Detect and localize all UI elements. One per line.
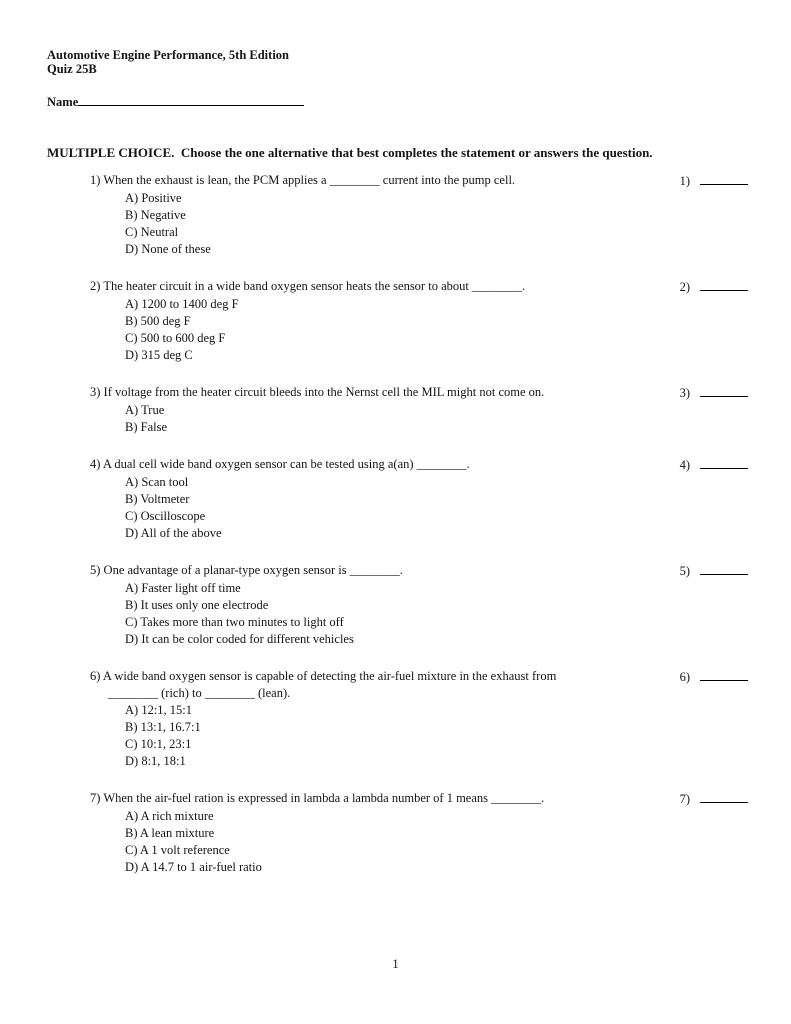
answer-number: 2) <box>679 280 690 294</box>
option-b: B) A lean mixture <box>125 826 215 840</box>
answer-area-6 <box>680 668 748 686</box>
option-a: A) 12:1, 15:1 <box>125 703 193 717</box>
option-b: B) Voltmeter <box>125 492 190 506</box>
answer-number: 1) <box>679 174 690 188</box>
answer-number: 3) <box>679 386 690 400</box>
question-4 <box>90 456 748 542</box>
answer-blank-6[interactable] <box>700 668 748 681</box>
answer-number: 4) <box>679 458 690 472</box>
option-c: C) 500 to 600 deg F <box>125 331 226 345</box>
question-number: 2) <box>90 279 101 293</box>
question-stem-line2: ________ (rich) to ________ (lean). <box>108 686 291 700</box>
answer-area-7 <box>680 790 748 808</box>
answer-number: 7) <box>679 792 690 806</box>
option-c: C) Takes more than two minutes to light off <box>125 615 344 629</box>
option-b: B) Negative <box>125 208 186 222</box>
option-d: D) All of the above <box>125 526 222 540</box>
answer-area-2 <box>680 278 748 296</box>
options <box>125 296 748 364</box>
answer-number: 5) <box>679 564 690 578</box>
answer-blank-2[interactable] <box>700 278 748 291</box>
option-d: D) It can be color coded for different vehicles <box>125 632 354 646</box>
option-c: C) Neutral <box>125 225 179 239</box>
option-a: A) True <box>125 403 165 417</box>
question-text <box>90 562 638 579</box>
option-b: B) 13:1, 16.7:1 <box>125 720 201 734</box>
question-stem: When the air-fuel ration is expressed in lambda a lambda number of 1 means ________. <box>103 791 545 805</box>
answer-area-5 <box>680 562 748 580</box>
question-6 <box>90 668 748 770</box>
question-stem: One advantage of a planar-type oxygen sensor is ________. <box>103 563 403 577</box>
document-title: Automotive Engine Performance, 5th Edition <box>47 48 289 62</box>
question-stem: If voltage from the heater circuit bleeds into the Nernst cell the MIL might not come on. <box>103 385 545 399</box>
question-7 <box>90 790 748 876</box>
option-d: D) A 14.7 to 1 air-fuel ratio <box>125 860 262 874</box>
option-b: B) 500 deg F <box>125 314 191 328</box>
question-stem: When the exhaust is lean, the PCM applies a ________ current into the pump cell. <box>103 173 516 187</box>
question-list <box>90 172 748 876</box>
page-number: 1 <box>392 957 399 971</box>
option-a: A) Positive <box>125 191 182 205</box>
question-2 <box>90 278 748 364</box>
name-row <box>47 93 748 110</box>
options <box>125 402 748 436</box>
question-1 <box>90 172 748 258</box>
name-label: Name <box>47 95 79 109</box>
question-number: 1) <box>90 173 101 187</box>
option-d: D) 315 deg C <box>125 348 193 362</box>
option-c: C) Oscilloscope <box>125 509 206 523</box>
question-stem: The heater circuit in a wide band oxygen sensor heats the sensor to about ________. <box>103 279 526 293</box>
question-number: 3) <box>90 385 101 399</box>
question-stem: A dual cell wide band oxygen sensor can be tested using a(an) ________. <box>102 457 470 471</box>
answer-area-3 <box>680 384 748 402</box>
answer-blank-1[interactable] <box>700 172 748 185</box>
option-b: B) False <box>125 420 168 434</box>
document-subtitle: Quiz 25B <box>47 62 97 76</box>
option-c: C) 10:1, 23:1 <box>125 737 192 751</box>
answer-blank-4[interactable] <box>700 456 748 469</box>
question-number: 7) <box>90 791 101 805</box>
answer-blank-7[interactable] <box>700 790 748 803</box>
answer-area-1 <box>680 172 748 190</box>
answer-area-4 <box>680 456 748 474</box>
question-text <box>90 384 638 401</box>
name-blank[interactable] <box>78 93 304 106</box>
question-number: 6) <box>90 669 101 683</box>
answer-blank-3[interactable] <box>700 384 748 397</box>
options <box>125 474 748 542</box>
options <box>125 190 748 258</box>
option-b: B) It uses only one electrode <box>125 598 269 612</box>
option-a: A) 1200 to 1400 deg F <box>125 297 239 311</box>
option-c: C) A 1 volt reference <box>125 843 230 857</box>
question-text <box>90 790 638 807</box>
answer-blank-5[interactable] <box>700 562 748 575</box>
question-number: 4) <box>90 457 101 471</box>
question-text <box>90 456 638 473</box>
question-number: 5) <box>90 563 101 577</box>
question-text <box>90 172 638 189</box>
options <box>125 580 748 648</box>
options <box>125 808 748 876</box>
question-5 <box>90 562 748 648</box>
option-a: A) A rich mixture <box>125 809 214 823</box>
option-d: D) 8:1, 18:1 <box>125 754 186 768</box>
options <box>125 702 748 770</box>
answer-number: 6) <box>679 670 690 684</box>
question-stem: A wide band oxygen sensor is capable of detecting the air-fuel mixture in the exhaust from <box>102 669 557 683</box>
question-text <box>90 668 638 685</box>
option-a: A) Scan tool <box>125 475 189 489</box>
question-3 <box>90 384 748 436</box>
question-text <box>90 278 638 295</box>
instructions: MULTIPLE CHOICE. Choose the one alternative that best completes the statement or answers the question. <box>47 145 653 160</box>
option-d: D) None of these <box>125 242 211 256</box>
option-a: A) Faster light off time <box>125 581 241 595</box>
